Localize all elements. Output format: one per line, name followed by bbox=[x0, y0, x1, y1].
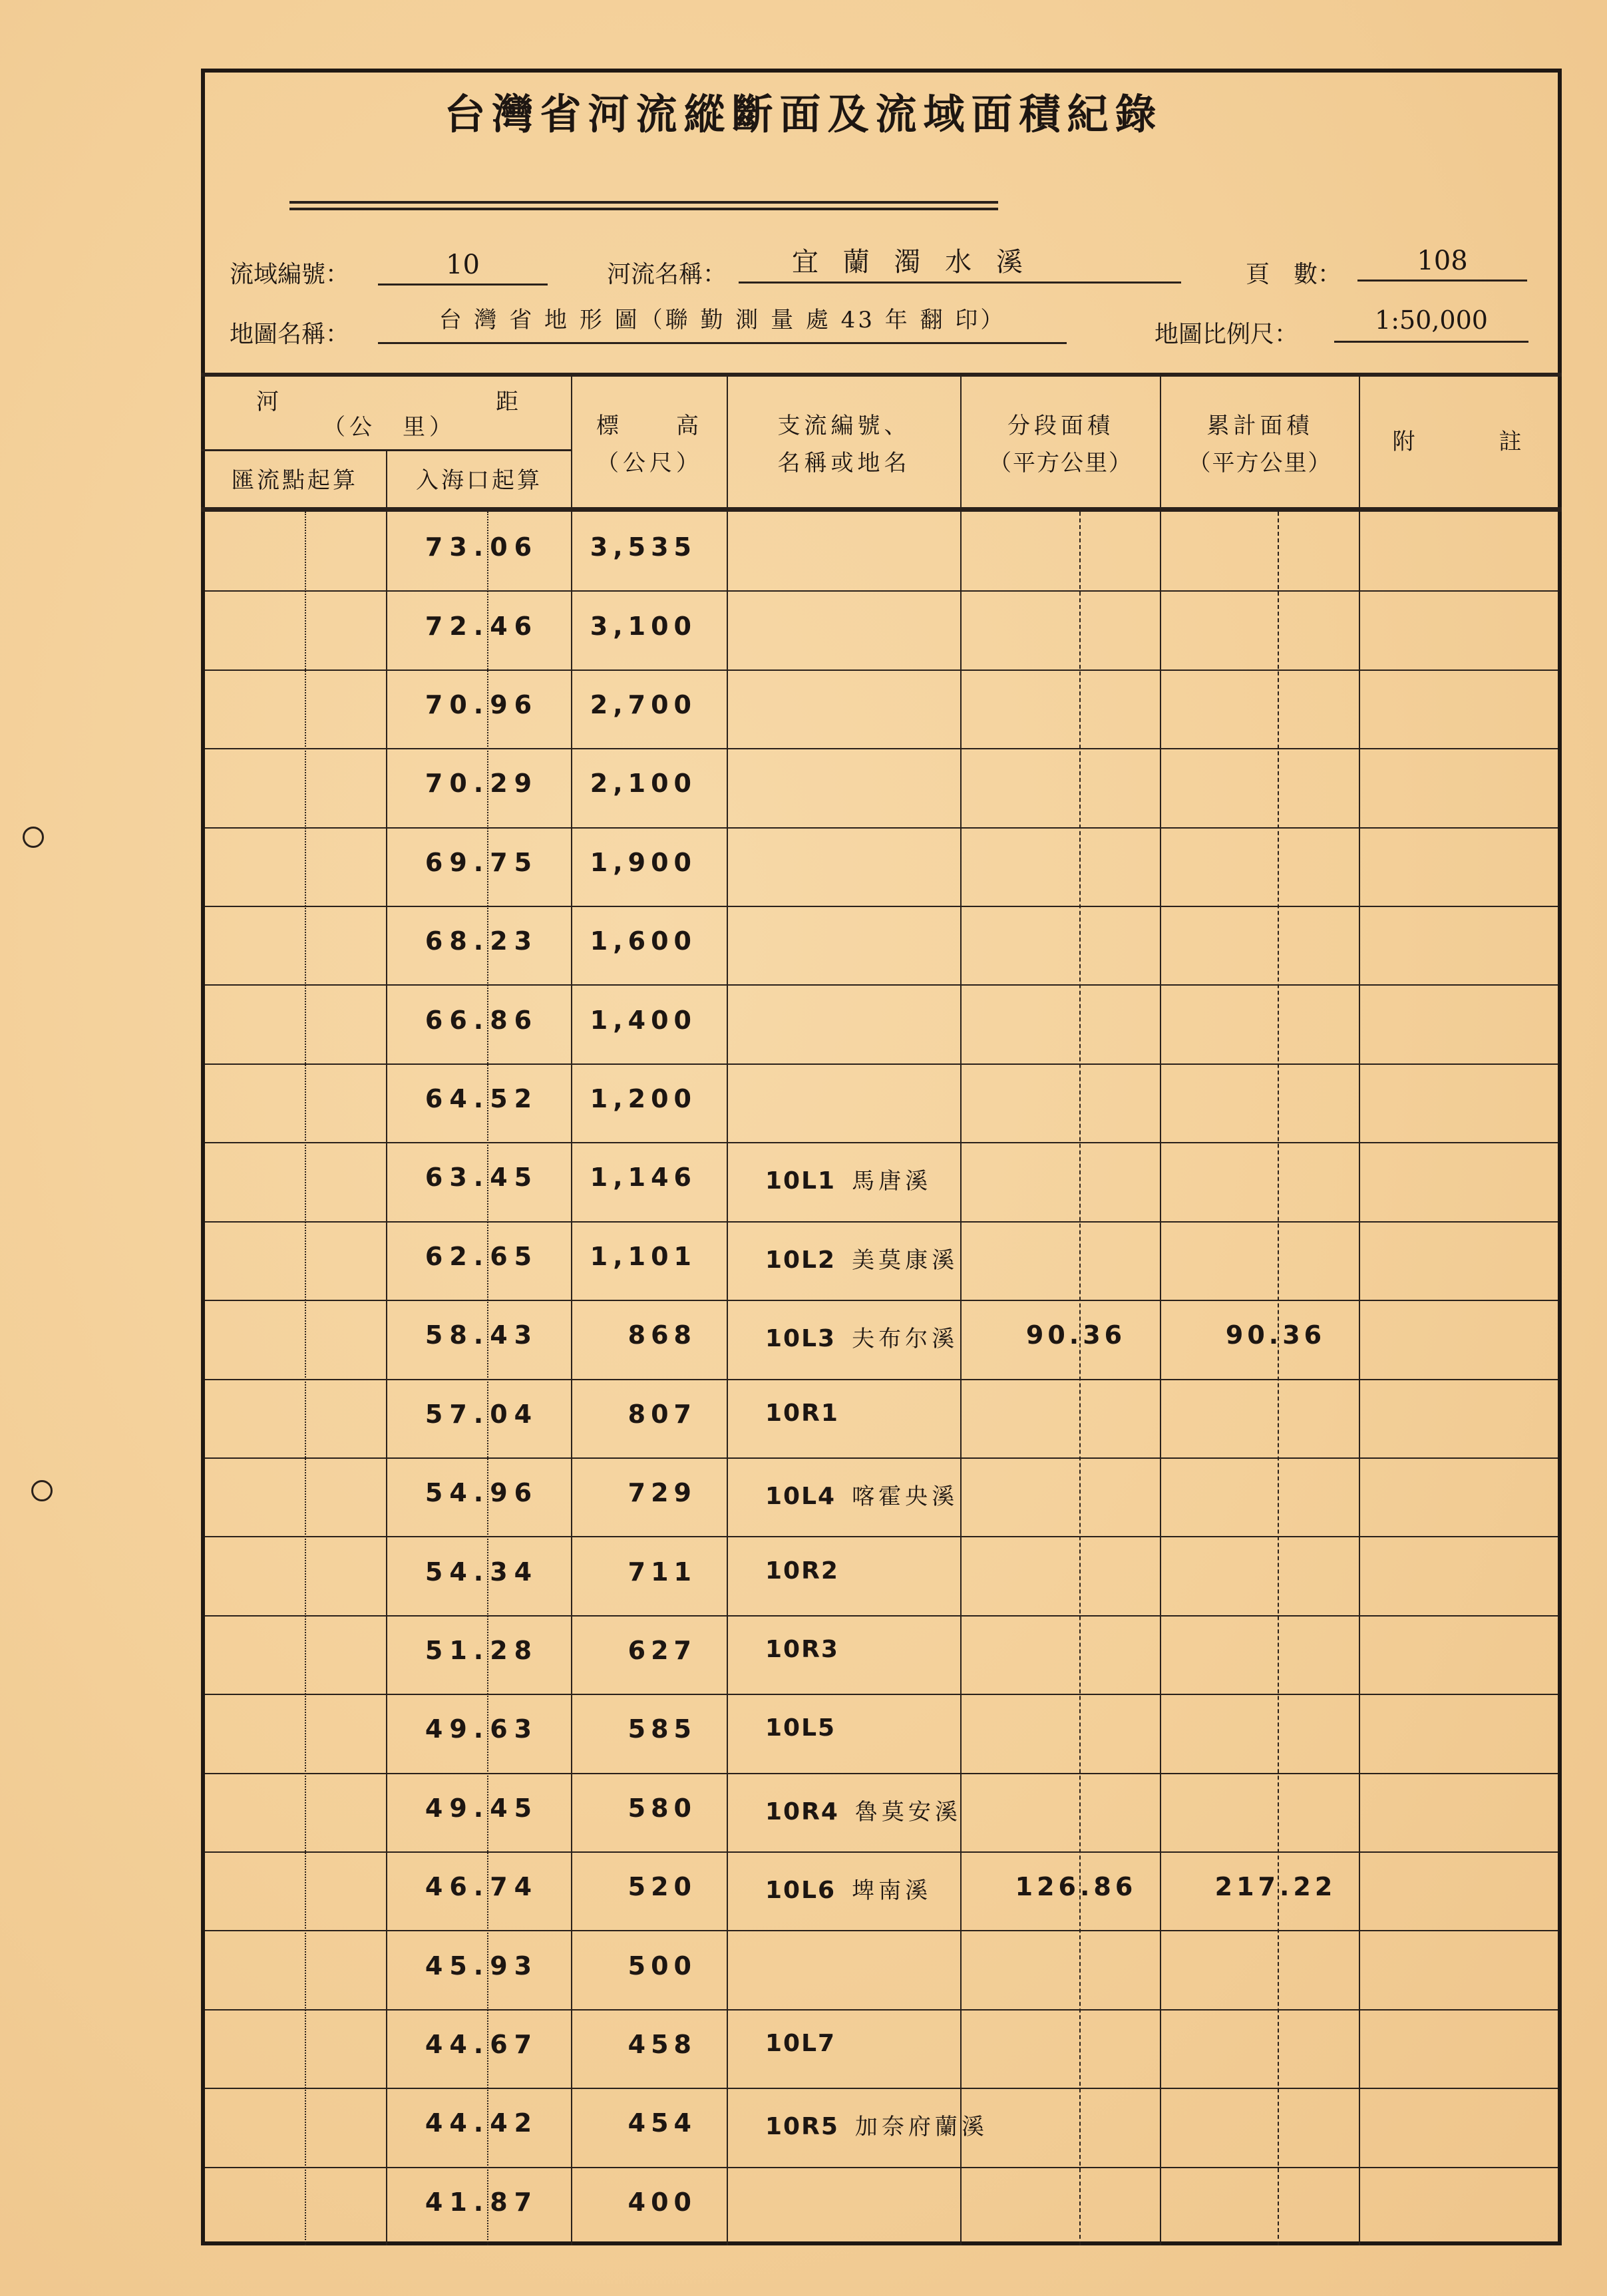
tributary-cell bbox=[765, 690, 781, 717]
tributary-cell bbox=[765, 1951, 781, 1979]
row-rule bbox=[205, 1615, 1558, 1617]
header-segment-area-unit: （平方公里） bbox=[989, 450, 1133, 477]
tributary-cell bbox=[765, 1557, 855, 1585]
tributary-code: 10L5 bbox=[765, 1714, 836, 1742]
elevation: 2,700 bbox=[590, 690, 697, 719]
tributary-code: 10R1 bbox=[765, 1400, 839, 1427]
distance-from-mouth: 57.04 bbox=[425, 1400, 539, 1429]
tributary-name: 美莫康溪 bbox=[852, 1247, 959, 1274]
form-frame bbox=[201, 69, 1562, 2245]
row-rule bbox=[205, 827, 1558, 829]
map-scale-label: 地圖比例尺： bbox=[1155, 321, 1299, 348]
page-label: 頁 數： bbox=[1246, 261, 1342, 288]
row-rule bbox=[205, 1930, 1558, 1931]
col-divider bbox=[1160, 377, 1161, 2245]
distance-from-mouth: 62.65 bbox=[425, 1242, 539, 1271]
tributary-cell bbox=[765, 1084, 781, 1111]
elevation: 2,100 bbox=[590, 769, 697, 798]
elevation: 729 bbox=[627, 1478, 697, 1507]
row-rule bbox=[205, 670, 1558, 671]
header-segment-area: 分段面積 bbox=[1007, 413, 1114, 439]
page-title: 台灣省河流縱斷面及流域面積紀錄 bbox=[444, 90, 1163, 138]
header-bottom-rule bbox=[201, 507, 1562, 512]
tributary-cell bbox=[765, 1400, 855, 1427]
row-rule bbox=[205, 984, 1558, 986]
cumulative-area: 217.22 bbox=[1214, 1872, 1337, 1901]
map-name-field: 台 灣 省 地 形 圖（聯 勤 測 量 處 43 年 翻 印） bbox=[378, 309, 1067, 344]
tributary-cell bbox=[765, 769, 781, 796]
distance-from-mouth: 58.43 bbox=[425, 1320, 539, 1350]
tributary-cell bbox=[765, 1478, 958, 1511]
tributary-name: 馬唐溪 bbox=[852, 1168, 932, 1195]
col-divider bbox=[571, 377, 572, 2245]
tributary-name: 魯莫安溪 bbox=[854, 1799, 962, 1825]
elevation: 580 bbox=[627, 1794, 697, 1823]
tributary-code: 10L7 bbox=[765, 2030, 836, 2057]
row-rule bbox=[205, 2167, 1558, 2168]
distance-from-mouth: 46.74 bbox=[425, 1872, 539, 1901]
distance-from-mouth: 44.42 bbox=[425, 2108, 539, 2138]
header-cumulative-area: 累計面積 bbox=[1206, 413, 1314, 439]
elevation: 3,100 bbox=[590, 612, 697, 641]
tributary-name: 夫布尔溪 bbox=[852, 1326, 959, 1352]
header-elevation: 標 高 bbox=[596, 413, 703, 439]
distance-from-mouth: 64.52 bbox=[425, 1084, 539, 1113]
tributary-code: 10L1 bbox=[765, 1167, 836, 1195]
elevation: 1,600 bbox=[590, 926, 697, 956]
tributary-name: 喀霍央溪 bbox=[852, 1483, 959, 1510]
tributary-code: 10R2 bbox=[765, 1557, 839, 1585]
row-rule bbox=[205, 906, 1558, 907]
row-rule bbox=[205, 2009, 1558, 2010]
tributary-cell bbox=[765, 1794, 962, 1826]
tributary-cell bbox=[765, 2030, 852, 2057]
tributary-cell bbox=[765, 1163, 932, 1195]
tributary-cell bbox=[765, 1242, 958, 1274]
distance-from-mouth: 49.63 bbox=[425, 1714, 539, 1744]
header-tributary-2: 名稱或地名 bbox=[777, 450, 911, 477]
col-divider bbox=[960, 377, 962, 2245]
row-rule bbox=[205, 1063, 1558, 1065]
cumulative-area: 90.36 bbox=[1225, 1320, 1326, 1350]
tributary-cell bbox=[765, 848, 781, 875]
tributary-cell bbox=[765, 1636, 855, 1663]
elevation: 500 bbox=[627, 1951, 697, 1981]
row-rule bbox=[205, 748, 1558, 749]
row-rule bbox=[205, 1142, 1558, 1143]
table-top-rule bbox=[201, 373, 1562, 377]
distance-from-mouth: 69.75 bbox=[425, 848, 539, 877]
distance-from-mouth: 49.45 bbox=[425, 1794, 539, 1823]
row-rule bbox=[205, 1221, 1558, 1223]
row-rule bbox=[205, 1851, 1558, 1853]
distance-from-mouth: 70.29 bbox=[425, 769, 539, 798]
elevation: 520 bbox=[627, 1872, 697, 1901]
elevation: 1,101 bbox=[590, 1242, 697, 1271]
header-distance-left: 河 bbox=[256, 389, 283, 415]
elevation: 3,535 bbox=[590, 532, 697, 562]
distance-from-mouth: 54.96 bbox=[425, 1478, 539, 1507]
header-from-mouth: 入海口起算 bbox=[416, 467, 542, 494]
header-from-confluence: 匯流點起算 bbox=[232, 467, 358, 494]
row-rule bbox=[205, 590, 1558, 592]
elevation: 1,146 bbox=[590, 1163, 697, 1192]
col-divider bbox=[386, 451, 387, 2245]
distance-from-mouth: 70.96 bbox=[425, 690, 539, 719]
distance-from-mouth: 45.93 bbox=[425, 1951, 539, 1981]
header-distance-right: 距 bbox=[496, 389, 522, 415]
tributary-cell bbox=[765, 1006, 781, 1033]
header-elevation-unit: （公尺） bbox=[596, 450, 703, 477]
map-name-label: 地圖名稱： bbox=[230, 321, 350, 348]
header-remarks: 附 註 bbox=[1392, 429, 1526, 455]
tributary-code: 10R4 bbox=[765, 1798, 839, 1825]
elevation: 1,900 bbox=[590, 848, 697, 877]
distance-from-mouth: 41.87 bbox=[425, 2188, 539, 2217]
title-underline bbox=[289, 201, 998, 204]
elevation: 1,400 bbox=[590, 1006, 697, 1035]
header-tributary-1: 支流編號、 bbox=[777, 413, 911, 439]
distance-from-mouth: 73.06 bbox=[425, 532, 539, 562]
header-cumulative-area-unit: （平方公里） bbox=[1188, 450, 1332, 477]
segment-area: 90.36 bbox=[1025, 1320, 1127, 1350]
col-divider bbox=[1359, 377, 1360, 2245]
tributary-cell bbox=[765, 532, 781, 560]
tributary-code: 10L2 bbox=[765, 1246, 836, 1274]
distance-from-mouth: 68.23 bbox=[425, 926, 539, 956]
distance-from-mouth: 54.34 bbox=[425, 1557, 539, 1587]
page-field: 108 bbox=[1357, 248, 1527, 282]
elevation: 458 bbox=[627, 2030, 697, 2059]
tributary-code: 10L3 bbox=[765, 1325, 836, 1352]
tributary-cell bbox=[765, 1872, 932, 1905]
tributary-name: 加奈府蘭溪 bbox=[854, 2114, 988, 2140]
row-rule bbox=[205, 1379, 1558, 1380]
basin-no-label: 流域編號： bbox=[230, 261, 350, 288]
punch-hole bbox=[23, 827, 44, 848]
distance-from-mouth: 72.46 bbox=[425, 612, 539, 641]
tributary-cell bbox=[765, 2108, 988, 2141]
basin-no-field: 10 bbox=[378, 252, 548, 286]
elevation: 400 bbox=[627, 2188, 697, 2217]
row-rule bbox=[205, 1694, 1558, 1695]
map-scale-field: 1:50,000 bbox=[1334, 307, 1528, 343]
row-rule bbox=[205, 2088, 1558, 2089]
col-divider bbox=[727, 377, 728, 2245]
elevation: 585 bbox=[627, 1714, 697, 1744]
segment-area: 126.86 bbox=[1015, 1872, 1137, 1901]
elevation: 627 bbox=[627, 1636, 697, 1665]
row-rule bbox=[205, 1773, 1558, 1774]
elevation: 454 bbox=[627, 2108, 697, 2138]
distance-from-mouth: 44.67 bbox=[425, 2030, 539, 2059]
tributary-cell bbox=[765, 2188, 781, 2215]
river-name-field: 宜 蘭 濁 水 溪 bbox=[739, 249, 1181, 284]
river-name-label: 河流名稱： bbox=[607, 261, 727, 288]
elevation: 1,200 bbox=[590, 1084, 697, 1113]
tributary-cell bbox=[765, 612, 781, 639]
tributary-code: 10L6 bbox=[765, 1877, 836, 1904]
tributary-code: 10R5 bbox=[765, 2113, 839, 2140]
tributary-code: 10R3 bbox=[765, 1636, 839, 1663]
elevation: 868 bbox=[627, 1320, 697, 1350]
distance-from-mouth: 63.45 bbox=[425, 1163, 539, 1192]
title-underline bbox=[289, 208, 998, 210]
row-rule bbox=[205, 1300, 1558, 1301]
tributary-cell bbox=[765, 1714, 852, 1742]
distance-from-mouth: 66.86 bbox=[425, 1006, 539, 1035]
tributary-cell bbox=[765, 1320, 958, 1353]
punch-hole bbox=[31, 1480, 53, 1501]
row-rule bbox=[205, 1457, 1558, 1459]
tributary-code: 10L4 bbox=[765, 1483, 836, 1510]
header-distance-unit: （公 里） bbox=[323, 414, 456, 441]
tributary-name: 埤南溪 bbox=[852, 1877, 932, 1904]
tributary-cell bbox=[765, 926, 781, 954]
distance-from-mouth: 51.28 bbox=[425, 1636, 539, 1665]
row-rule bbox=[205, 1536, 1558, 1537]
elevation: 711 bbox=[627, 1557, 697, 1587]
elevation: 807 bbox=[627, 1400, 697, 1429]
